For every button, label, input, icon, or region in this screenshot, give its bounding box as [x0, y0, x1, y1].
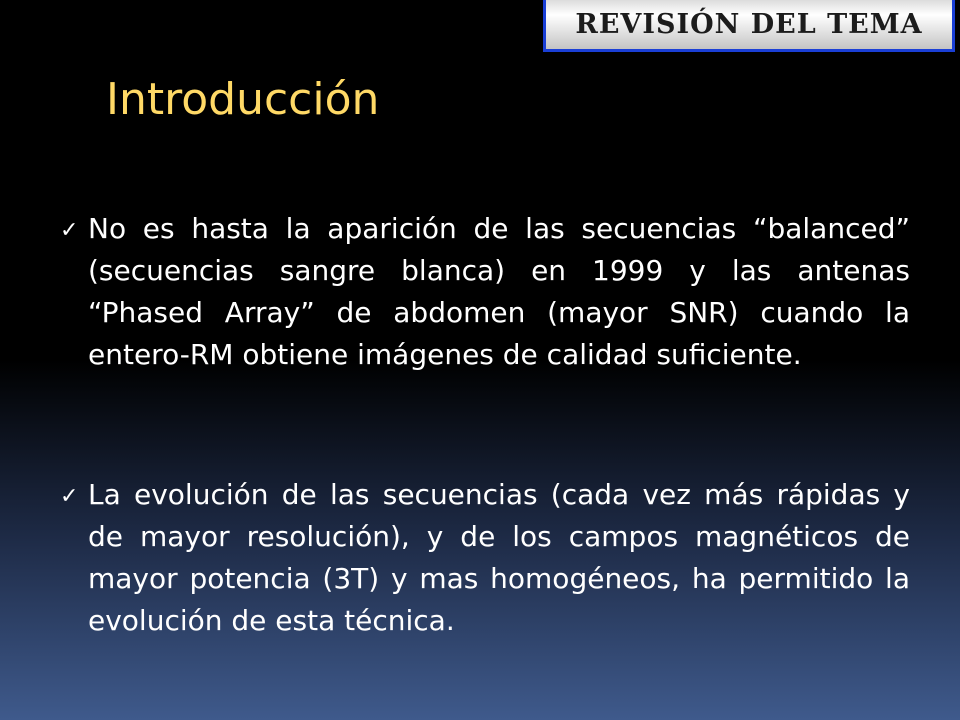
checkmark-icon: ✓ [60, 218, 79, 243]
bullet-text: La evolución de las secuencias (cada vez más rápidas y de mayor resolución), y de los campos magnéticos de mayor potencia (3T) y mas homogéneos, ha permitido la evolución de esta técnica. [88, 478, 910, 637]
bullet-item [60, 474, 910, 642]
bullet-text: No es hasta la aparición de las secuencias “balanced” (secuencias sangre blanca) en 1999 y las antenas “Phased Array” de abdomen (mayor SNR) cuando la entero-RM obtiene imágenes de calidad suficiente. [88, 212, 910, 371]
checkmark-icon: ✓ [60, 484, 79, 509]
bullet-item [60, 208, 910, 376]
slide-title: Introducción [106, 74, 380, 125]
section-badge: REVISIÓN DEL TEMA [543, 0, 955, 52]
